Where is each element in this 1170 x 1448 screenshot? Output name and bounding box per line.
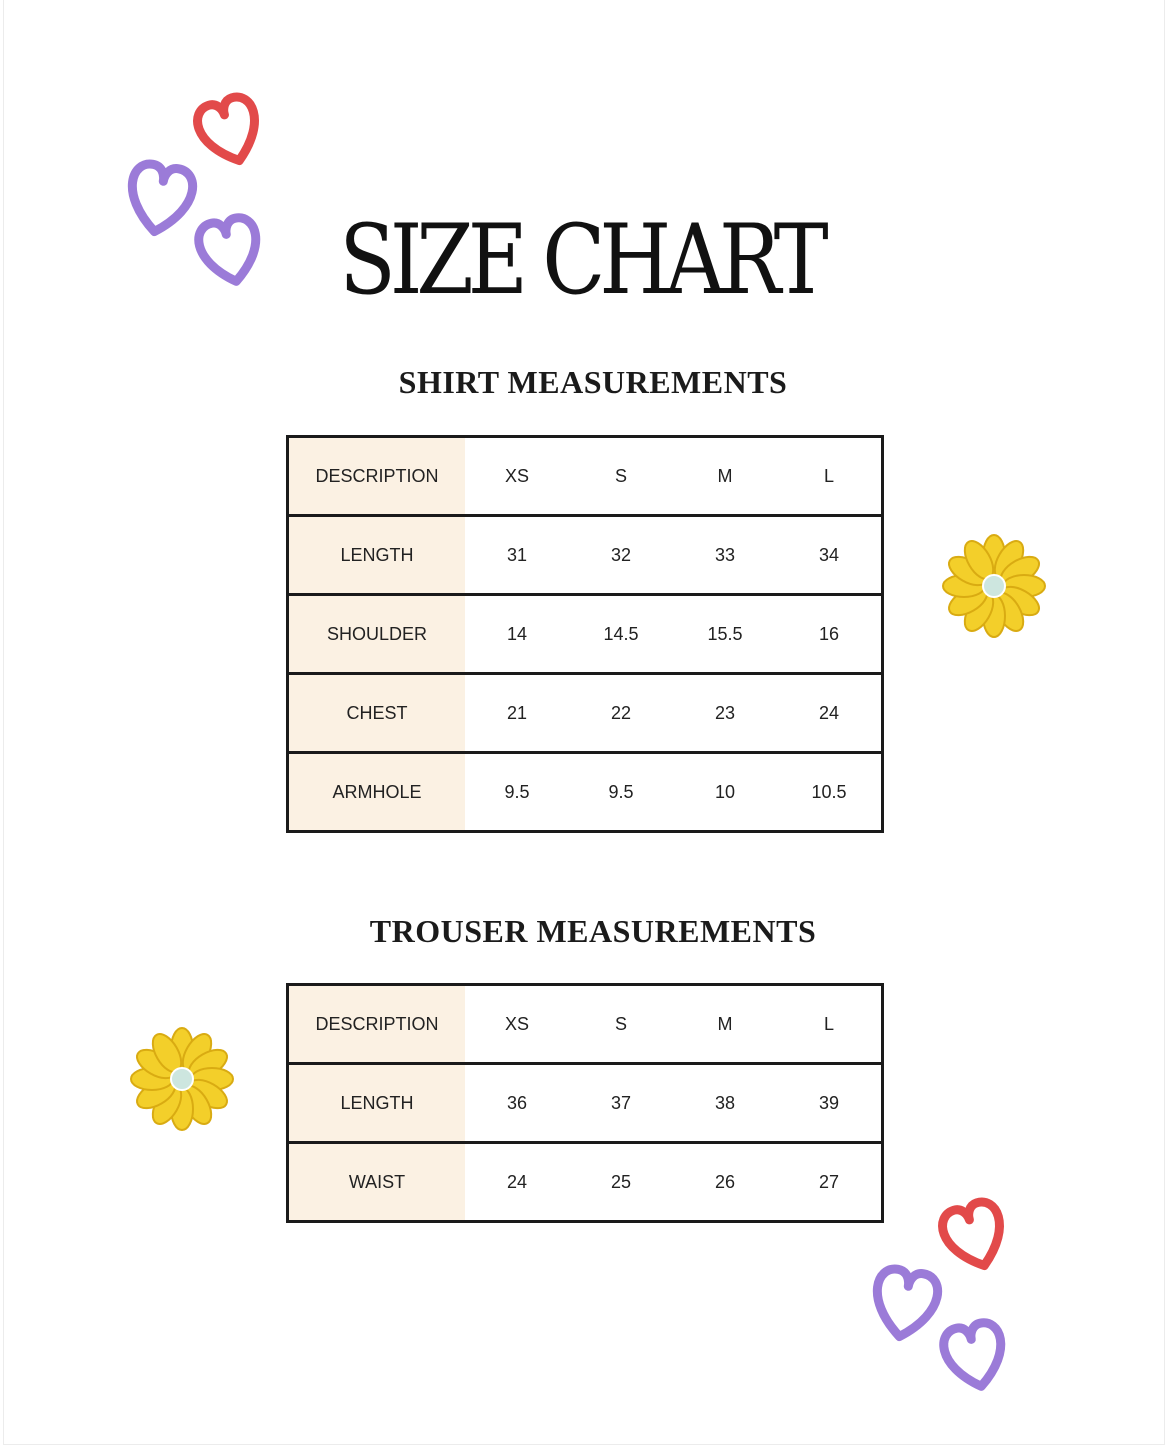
table-cell: 10 xyxy=(673,753,777,832)
table-cell: 27 xyxy=(777,1143,883,1222)
table-cell: 14 xyxy=(465,595,569,674)
table-cell: 23 xyxy=(673,674,777,753)
table-header-row xyxy=(288,437,883,516)
header-cell: M xyxy=(717,465,733,486)
table-cell: 16 xyxy=(777,595,883,674)
header-cell: DESCRIPTION xyxy=(288,985,466,1064)
table-cell: 22 xyxy=(569,674,673,753)
table-cell: 15.5 xyxy=(673,595,777,674)
table-cell: 39 xyxy=(777,1064,883,1143)
table-row xyxy=(288,1143,883,1222)
flower-left xyxy=(126,1023,238,1135)
table-row xyxy=(288,1064,883,1143)
table-cell: 24 xyxy=(777,674,883,753)
table-cell: 25 xyxy=(569,1143,673,1222)
header-cell: DESCRIPTION xyxy=(288,437,466,516)
header-cell: S xyxy=(614,1013,627,1034)
table-cell: 10.5 xyxy=(777,753,883,832)
shirt-section-title: SHIRT MEASUREMENTS xyxy=(398,364,788,400)
table-header-row xyxy=(288,985,883,1064)
row-label: SHOULDER xyxy=(288,595,466,674)
table-cell: 38 xyxy=(673,1064,777,1143)
table-cell: 31 xyxy=(465,516,569,595)
header-cell: L xyxy=(823,1013,834,1034)
purple-heart-icon xyxy=(940,1320,1009,1393)
table-cell: 36 xyxy=(465,1064,569,1143)
row-label: LENGTH xyxy=(288,1064,466,1143)
page-title: SIZE CHART xyxy=(339,204,823,316)
table-cell: 9.5 xyxy=(465,753,569,832)
table-cell: 37 xyxy=(569,1064,673,1143)
flower-icon xyxy=(943,535,1045,637)
table-cell: 26 xyxy=(673,1143,777,1222)
row-label: CHEST xyxy=(288,674,466,753)
table-cell: 34 xyxy=(777,516,883,595)
table-row xyxy=(288,753,883,832)
trouser-size-table xyxy=(286,983,884,1223)
table-cell: 9.5 xyxy=(569,753,673,832)
table-row xyxy=(288,674,883,753)
table-cell: 21 xyxy=(465,674,569,753)
trouser-section-title: TROUSER MEASUREMENTS xyxy=(369,913,817,949)
table-row xyxy=(288,595,883,674)
header-cell: S xyxy=(614,465,627,486)
red-heart-icon xyxy=(193,93,266,170)
table-cell: 32 xyxy=(569,516,673,595)
table-cell: 33 xyxy=(673,516,777,595)
header-cell: L xyxy=(823,465,834,486)
flower-right xyxy=(938,530,1050,642)
shirt-size-table xyxy=(286,435,884,833)
row-label: ARMHOLE xyxy=(288,753,466,832)
table-cell: 14.5 xyxy=(569,595,673,674)
header-cell: M xyxy=(717,1013,733,1034)
header-cell: XS xyxy=(504,465,529,486)
purple-heart-icon xyxy=(870,1266,941,1341)
flower-icon xyxy=(131,1028,233,1130)
row-label: WAIST xyxy=(288,1143,466,1222)
table-row xyxy=(288,516,883,595)
header-cell: XS xyxy=(504,1013,529,1034)
table-cell: 24 xyxy=(465,1143,569,1222)
red-heart-icon xyxy=(938,1198,1011,1275)
row-label: LENGTH xyxy=(288,516,466,595)
